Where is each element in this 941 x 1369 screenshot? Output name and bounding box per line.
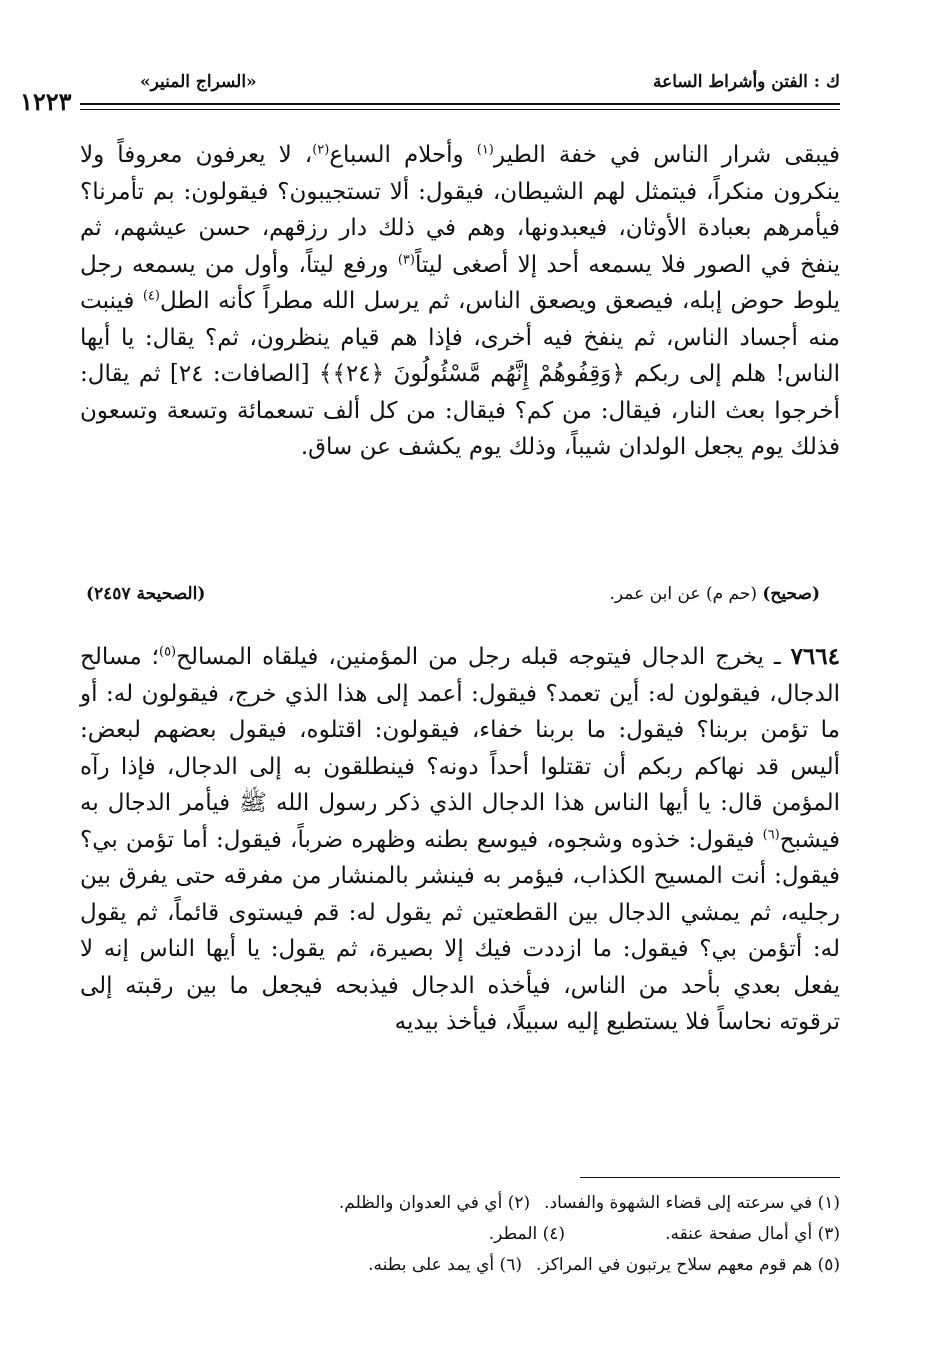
footnote-marker: (٥) [158, 644, 177, 660]
footnote: (٦) أي يمد على بطنه. [368, 1255, 522, 1275]
hadith-text-continued [80, 137, 840, 466]
footnote-row [80, 1188, 840, 1219]
text-segment: ، لا يعرفون معروفاً ولا ينكرون منكراً، فيتمثل لهم الشيطان، فيقول: ألا تستجيبون؟ فيقولون: بم تأمرنا؟ فيأمرهم بعبادة الأوثان، فيعبدونها، وهم في ذلك دار رزقهم، حسن عيشهم، ثم ينفخ في الصور فلا يسمعه أحد إلا أصغى ليتاً [80, 142, 840, 278]
footnote: (٣) أي أمال صفحة عنقه. [665, 1224, 840, 1244]
footnote: (١) في سرعته إلى قضاء الشهوة والفساد. [544, 1193, 840, 1213]
footnote-marker: (١) [476, 142, 494, 158]
page-number: ١٢٢٣ [20, 87, 72, 116]
text-segment: ؛ مسالح الدجال، فيقولون له: أين تعمد؟ فيقول: أعمد إلى هذا الذي خرج، فيقولون له: أو ما تؤمن بربنا؟ فيقول: ما بربنا خفاء، فيقولون: اقتلوه، فيقول بعضهم لبعض: أليس قد نهاكم ربكم أن تقتلوا أحداً دونه؟ فينطلقون به إلى الدجال، فإذا رآه المؤمن قال: يا أيها الناس هذا الدجال الذي ذكر رسول الله ﷺ فيأمر الدجال به فيشبح [80, 644, 841, 853]
hadith-source: (حم م) عن ابن عمر. [609, 584, 763, 604]
grade-and-source [610, 584, 820, 604]
text-segment: ـ يخرج الدجال فيتوجه قبله رجل من المؤمنين، فيلقاه المسالح [176, 644, 791, 670]
footnote-marker: (٦) [762, 826, 780, 842]
chapter-title: ك : الفتن وأشراط الساعة [652, 72, 840, 92]
text-segment: وأحلام السباع [329, 142, 477, 168]
text-segment: فيقول: خذوه وشجوه، فيوسع بطنه وظهره ضرباً، فيقول: أما تؤمن بي؟ فيقول: أنت المسيح الكذاب، فيؤمر به فينشر بالمنشار من مفرقه حتى يفرق بين رجليه، ثم يمشي الدجال بين القطعتين ثم يقول له: قم فيستوى قائماً، ثم يقول له: أتؤمن بي؟ فيقول: ما ازددت فيك إلا بصيرة، ثم يقول: يا أيها الناس إنه لا يفعل بعدي بأحد من الناس، فيأخذه الدجال فيذبحه فيجعل ما بين رقبته إلى ترقوته نحاساً فلا يستطيع إليه سبيلًا، فيأخذ بيديه [80, 826, 840, 1035]
hadith-reference [80, 584, 840, 612]
book-title: «السراج المنير» [140, 72, 257, 92]
footnote-marker: (٢) [312, 142, 330, 158]
header-rule-thin [80, 109, 840, 110]
text-segment: فينبت منه أجساد الناس، ثم ينفخ فيه أخرى، فإذا هم قيام ينظرون، ثم؟ يقال: يا أيها الناس! هلم إلى ربكم ﴿وَقِفُوهُمْ إِنَّهُم مَّسْئُولُونَ ﴿٢٤﴾﴾ [الصافات: ٢٤] ثم يقال: أخرجوا بعث النار، فيقال: من كم؟ فيقال: من كل ألف تسعمائة وتسعة وتسعون فذلك يوم يجعل الولدان شيباً، وذلك يوم يكشف عن ساق. [80, 288, 840, 460]
hadith-7664 [80, 639, 840, 1041]
footnote: (٥) هم قوم معهم سلاح يرتبون في المراكز. [535, 1255, 840, 1275]
footnote-marker: (٤) [142, 288, 160, 304]
text-segment: ورفع ليتاً، وأول من يسمعه رجل يلوط حوض إبله، فيصعق ويصعق الناس، ثم يرسل الله مطراً كأنه الطل [80, 251, 840, 314]
running-header [60, 72, 840, 102]
footnote: (٢) أي في العدوان والظلم. [338, 1193, 531, 1213]
text-segment: فيبقى شرار الناس في خفة الطير [493, 142, 840, 168]
collection-reference: (الصحيحة ٢٤٥٧) [86, 584, 206, 604]
footnotes [80, 1188, 840, 1281]
footnote-row [80, 1250, 840, 1281]
footnote-separator [580, 1177, 840, 1178]
footnote-marker: (٣) [397, 251, 415, 267]
footnote: (٤) المطر. [488, 1224, 566, 1244]
hadith-grade: (صحيح) [762, 584, 820, 604]
hadith-number: ٧٦٦٤ [790, 643, 840, 670]
header-rule [80, 103, 840, 105]
footnote-row [80, 1219, 840, 1250]
